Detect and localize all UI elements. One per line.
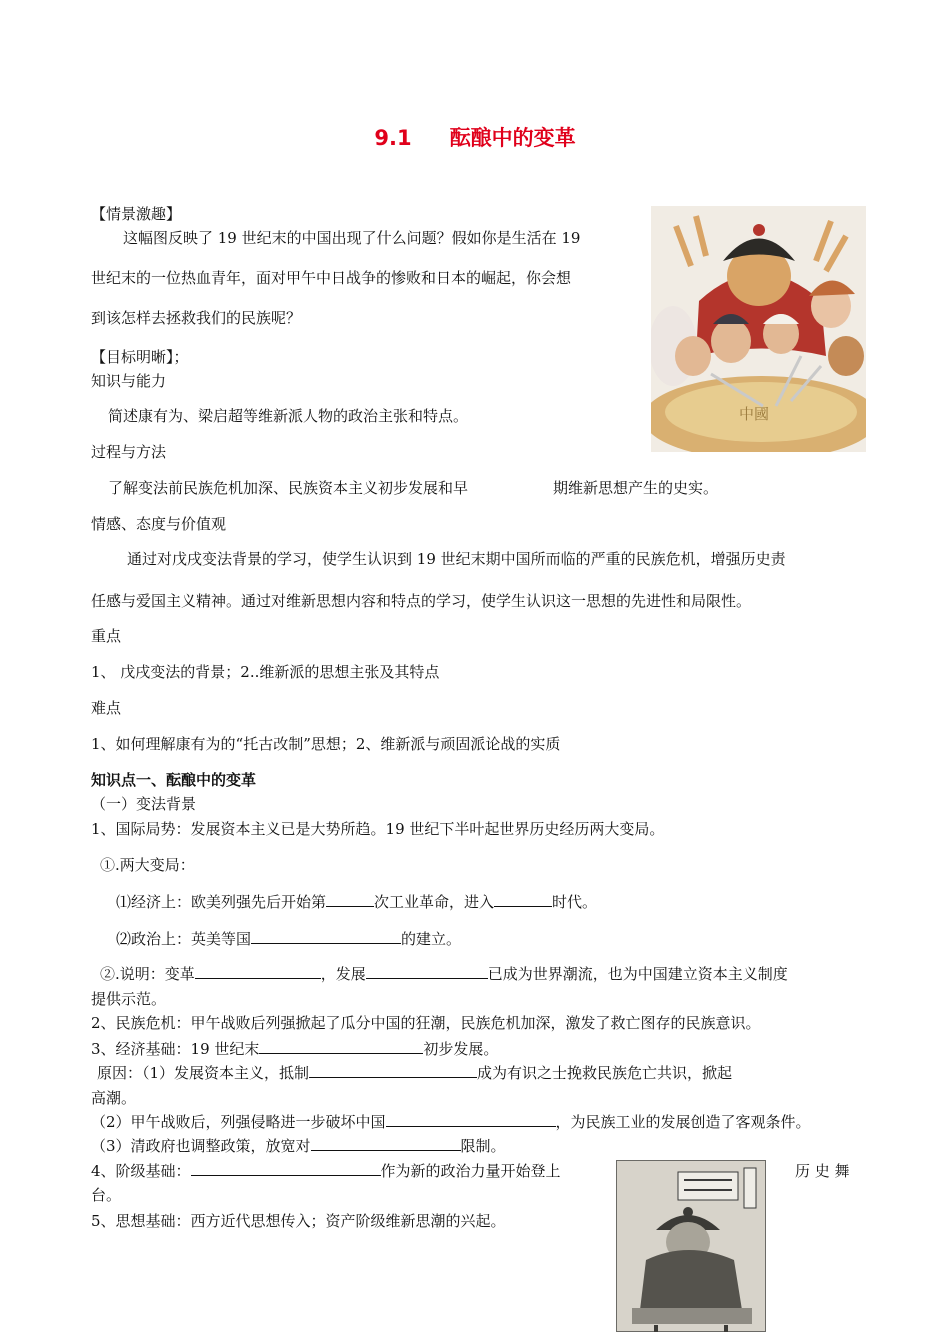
economic-change-line: [116, 891, 597, 912]
blank-develop[interactable]: [366, 964, 488, 979]
political-change-text-b: 的建立。: [401, 930, 462, 948]
reason-2-line: [91, 1111, 811, 1132]
difficulties-heading: 难点: [91, 699, 122, 717]
blank-economic-basis[interactable]: [259, 1039, 423, 1054]
reason-3-line: [91, 1135, 506, 1156]
class-basis-text-a: 4、阶级基础：: [91, 1162, 191, 1180]
section-goals-heading: 【目标明晰】；: [91, 348, 189, 366]
economic-basis-line: [91, 1038, 498, 1059]
reason-3-text-a: （3）清政府也调整政策，放宽对: [91, 1137, 311, 1155]
situation-text-3: 到该怎样去拯救我们的民族呢？: [91, 309, 302, 327]
process-method-text-a: 了解变法前民族危机加深、民族资本主义初步发展和早: [108, 479, 469, 497]
class-basis-text-c: 历 史 舞: [795, 1162, 850, 1180]
situation-text-2: 世纪末的一位热血青年，面对甲午中日战争的惨败和日本的崛起，你会想: [91, 269, 572, 287]
class-basis-text-d: 台。: [91, 1186, 122, 1204]
economic-change-text-b: 次工业革命，进入: [374, 893, 495, 911]
pie-label: 中國: [738, 405, 770, 423]
international-situation: 1、国际局势：发展资本主义已是大势所趋。19 世纪下半叶起世界历史经历两大变局。: [91, 820, 665, 838]
cartoon-illustration: [651, 206, 866, 452]
political-change-text-a: ⑵政治上：英美等国: [116, 930, 252, 948]
blank-destroy[interactable]: [386, 1112, 556, 1127]
explanation-text-b: ，发展: [320, 965, 366, 983]
emotion-heading: 情感、态度与价值观: [91, 515, 227, 533]
economic-basis-text-a: 3、经济基础：19 世纪末: [91, 1040, 260, 1058]
ideological-basis: 5、思想基础：西方近代思想传入；资产阶级维新思潮的兴起。: [91, 1212, 506, 1230]
page-title: [0, 122, 950, 152]
blank-resist[interactable]: [309, 1063, 477, 1078]
reason-3-text-b: 限制。: [460, 1137, 506, 1155]
title-text: 酝酿中的变革: [449, 126, 576, 150]
section-situation-heading: 【情景激趣】: [91, 205, 182, 223]
knowledge-ability-text: 简述康有为、梁启超等维新派人物的政治主张和特点。: [108, 407, 469, 425]
knowledge-point-heading: 知识点一、酝酿中的变革: [91, 771, 257, 789]
key-points-heading: 重点: [91, 627, 122, 645]
class-basis-text-b: 作为新的政治力量开始登上: [380, 1162, 561, 1180]
reason-1-line: [97, 1062, 732, 1083]
blank-reform[interactable]: [195, 964, 321, 979]
official-illustration: [616, 1160, 766, 1332]
blank-political-system[interactable]: [251, 929, 401, 944]
class-basis-line: [91, 1160, 561, 1181]
situation-text-1: 这幅图反映了 19 世纪末的中国出现了什么问题？假如你是生活在 19: [123, 229, 581, 247]
explanation-text-a: ②.说明：变革: [100, 965, 195, 983]
key-points-text: 1、 戊戌变法的背景；2..维新派的思想主张及其特点: [91, 663, 440, 681]
blank-class[interactable]: [191, 1161, 381, 1176]
difficulties-text: 1、如何理解康有为的“托古改制”思想；2、维新派与顽固派论战的实质: [91, 735, 561, 753]
political-change-line: [116, 928, 461, 949]
economic-change-text-a: ⑴经济上：欧美列强先后开始第: [116, 893, 327, 911]
knowledge-ability-heading: 知识与能力: [91, 372, 167, 390]
economic-change-text-c: 时代。: [552, 893, 598, 911]
process-method-text-b: 期维新思想产生的史实。: [553, 479, 719, 497]
emotion-text-2: 任感与爱国主义精神。通过对维新思想内容和特点的学习，使学生认识这一思想的先进性和局限性。: [91, 592, 752, 610]
economic-basis-text-b: 初步发展。: [423, 1040, 499, 1058]
emotion-text-1: 通过对戊戌变法背景的学习，使学生认识到 19 世纪末期中国所而临的严重的民族危机，增强历史责: [127, 550, 786, 568]
blank-relax[interactable]: [311, 1136, 461, 1151]
reason-1-text-a: 原因：（1）发展资本主义，抵制: [97, 1064, 310, 1082]
blank-era[interactable]: [494, 892, 552, 907]
explanation-text-c: 已成为世界潮流，也为中国建立资本主义制度: [487, 965, 788, 983]
title-number: 9.1: [374, 126, 412, 150]
reason-1-text-b: 成为有识之士挽救民族危亡共识，掀起: [477, 1064, 733, 1082]
explanation-line: [100, 963, 788, 984]
reason-1-text-c: 高潮。: [91, 1089, 137, 1107]
two-changes-heading: ①.两大变局：: [100, 856, 195, 874]
reason-2-text-a: （2）甲午战败后，列强侵略进一步破坏中国: [91, 1113, 386, 1131]
process-method-heading: 过程与方法: [91, 443, 167, 461]
subsection-background: （一）变法背景: [91, 795, 197, 813]
reason-2-text-b: ，为民族工业的发展创造了客观条件。: [555, 1113, 811, 1131]
national-crisis: 2、民族危机：甲午战败后列强掀起了瓜分中国的狂潮，民族危机加深，激发了救亡图存的民族意识。: [91, 1014, 761, 1032]
explanation-text-d: 提供示范。: [91, 990, 167, 1008]
blank-industrial-revolution[interactable]: [326, 892, 374, 907]
